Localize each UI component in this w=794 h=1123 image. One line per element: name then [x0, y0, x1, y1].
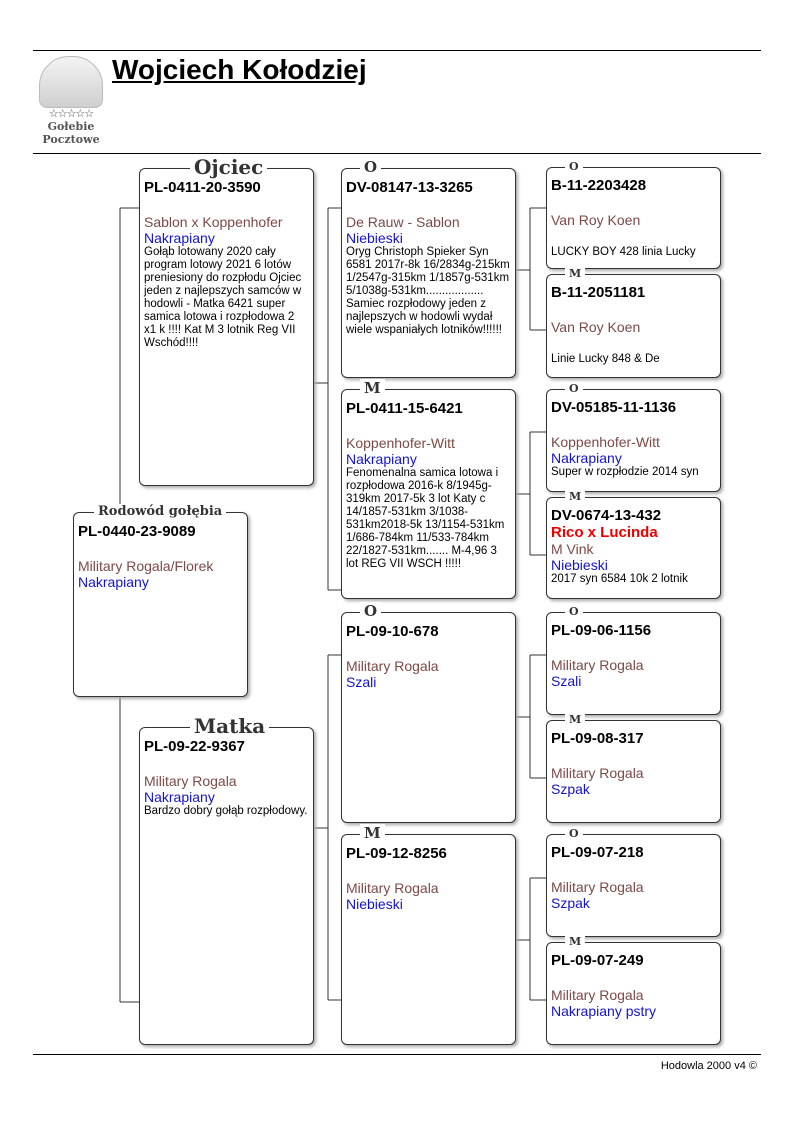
card-label: O — [565, 605, 583, 618]
ring-number: PL-0440-23-9089 — [78, 523, 196, 540]
great-grandparent-card[interactable] — [546, 160, 721, 269]
great-grandparent-card[interactable] — [546, 605, 721, 715]
color: Szali — [346, 674, 377, 690]
color: Szpak — [551, 895, 590, 911]
card-label: M — [565, 713, 585, 726]
ring-number: PL-09-10-678 — [346, 623, 439, 640]
color: Nakrapiany pstry — [551, 1003, 657, 1019]
color: Nakrapiany — [346, 451, 417, 467]
notes: Fenomenalna samica lotowa i rozpłodowa 2016-k 8/1945g-319km 2017-5k 3 lot Katy c 14/1857-531km 3/1038-531km2018-5k 13/1154-531km 1/686-784km 11/533-784km 22/1827-531km....... M-4,96 3 lot REG VII WSCH !!!!! — [346, 467, 505, 570]
ring-number: PL-0411-15-6421 — [346, 400, 463, 417]
notes: Bardzo dobry gołąb rozpłodowy. — [144, 805, 308, 817]
ring-number: PL-0411-20-3590 — [144, 179, 261, 196]
great-grandparent-card[interactable] — [546, 267, 721, 378]
card-label: M — [565, 935, 585, 948]
card-label: M — [565, 267, 585, 280]
card-label: Ojciec — [190, 155, 267, 179]
card-label: M — [360, 824, 385, 842]
ring-number: PL-09-06-1156 — [551, 622, 652, 639]
breed: Military Rogala — [551, 657, 644, 673]
notes: Oryg Christoph Spieker Syn 6581 2017r-8k 16/2834g-215km 1/2547g-315km 1/1857g-531km 5/1038g-531km.................. Samiec rozpłodowy jeden z najlepszych w hodowli wydał wiele wspaniałych lotników!!!!!! — [346, 246, 510, 336]
breed: Military Rogala — [551, 765, 644, 781]
breed: Military Rogala — [346, 658, 439, 674]
card-label: O — [360, 602, 381, 620]
ring-number: DV-0674-13-432 — [551, 507, 662, 524]
great-grandparent-card[interactable] — [546, 713, 721, 823]
mother-card[interactable] — [139, 714, 314, 1045]
color: Szpak — [551, 781, 590, 797]
breed: Van Roy Koen — [551, 319, 641, 335]
logo-text: Pocztowe — [42, 133, 100, 146]
breed: Sablon x Koppenhofer — [144, 214, 283, 230]
color: Niebieski — [346, 230, 403, 246]
card-label: O — [565, 382, 583, 395]
logo-text: Gołebie — [47, 120, 95, 133]
notes: 2017 syn 6584 10k 2 lotnik — [551, 573, 688, 585]
grandparent-card[interactable] — [341, 824, 516, 1045]
color: Nakrapiany — [78, 574, 149, 590]
ring-number: PL-09-22-9367 — [144, 738, 245, 755]
color: Nakrapiany — [551, 450, 622, 466]
card-label: M — [565, 490, 585, 503]
card-label: Matka — [190, 714, 269, 738]
card-label: Rodowód gołębia — [94, 504, 226, 519]
color: Niebieski — [346, 896, 403, 912]
breed: Koppenhofer-Witt — [346, 435, 455, 451]
great-grandparent-card[interactable] — [546, 490, 721, 599]
page-title: Wojciech Kołodziej — [112, 54, 367, 85]
subject-card[interactable] — [73, 504, 248, 697]
notes: LUCKY BOY 428 linia Lucky — [551, 246, 696, 258]
breed: Military Rogala — [551, 879, 644, 895]
ring-number: PL-09-07-249 — [551, 952, 644, 969]
card-label: O — [360, 158, 381, 176]
card-label: M — [360, 379, 385, 397]
breed: Koppenhofer-Witt — [551, 434, 660, 450]
grandparent-card[interactable] — [341, 379, 516, 599]
ring-number: DV-05185-11-1136 — [551, 399, 677, 416]
color: Niebieski — [551, 557, 608, 573]
great-grandparent-card[interactable] — [546, 827, 721, 937]
stars-icon: ☆☆☆☆☆ — [48, 108, 94, 120]
ring-number: PL-09-12-8256 — [346, 845, 447, 862]
breed: Van Roy Koen — [551, 212, 641, 228]
grandparent-card[interactable] — [341, 602, 516, 823]
card-label: O — [565, 160, 583, 173]
notes: Linie Lucky 848 & De — [551, 353, 660, 365]
ring-number: B-11-2203428 — [551, 177, 647, 194]
great-grandparent-card[interactable] — [546, 935, 721, 1045]
pigeon-name: Rico x Lucinda — [551, 524, 658, 541]
breed: Military Rogala/Florek — [78, 558, 214, 574]
color: Nakrapiany — [144, 789, 215, 805]
footer-text: Hodowla 2000 v4 © — [660, 1060, 757, 1072]
color: Szali — [551, 673, 582, 689]
breed: Military Rogala — [346, 880, 439, 896]
grandparent-card[interactable] — [341, 158, 516, 378]
notes: Gołąb lotowany 2020 cały program lotowy 2021 6 lotów preniesiony do rozpłodu Ojciec jeden z najlepszych samców w hodowli - Matka 6421 super samica lotowa i rozpłodowa 2 x1 k !!!! Kat M 3 lotnik Reg VII Wschód!!!! — [144, 246, 302, 349]
father-card[interactable] — [139, 155, 314, 486]
breed: De Rauw - Sablon — [346, 214, 460, 230]
breed: M Vink — [551, 541, 594, 557]
great-grandparent-card[interactable] — [546, 382, 721, 492]
ring-number: PL-09-08-317 — [551, 730, 644, 747]
card-label: O — [565, 827, 583, 840]
breed: Military Rogala — [144, 773, 237, 789]
ring-number: PL-09-07-218 — [551, 844, 644, 861]
notes: Super w rozpłodzie 2014 syn — [551, 466, 699, 478]
ring-number: B-11-2051181 — [551, 284, 646, 301]
color: Nakrapiany — [144, 230, 215, 246]
ring-number: DV-08147-13-3265 — [346, 179, 473, 196]
breed: Military Rogala — [551, 987, 644, 1003]
